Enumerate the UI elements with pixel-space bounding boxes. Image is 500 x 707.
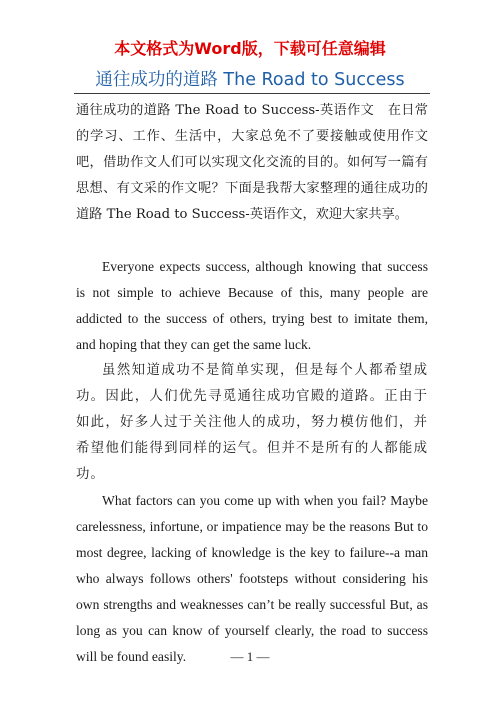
chinese-paragraph-1: 虽然知道成功不是简单实现，但是每个人都希望成功。因此，人们优先寻觅通往成功官殿的道路。正由于如此，好多人过于关注他人的成功，努力模仿他们，并希望他们能得到同样的运气。但并不是所有的人都能成功。 [76, 363, 428, 482]
document-title: 通往成功的道路 The Road to Success [95, 70, 405, 90]
document-body [76, 98, 428, 670]
title-divider [74, 93, 430, 94]
english-paragraph-1: Everyone expects success, although knowing that success is not simple to achieve Because of this, many people are addicted to the success of others, trying best to imitate them, and hoping that they can get the same luck. [76, 259, 428, 352]
format-banner: 本文格式为Word版，下载可任意编辑 [114, 39, 386, 58]
intro-paragraph: 通往成功的道路 The Road to Success-英语作文 在日常的学习、工作、生活中，大家总免不了要接触或使用作文吧，借助作文人们可以实现文化交流的目的。如何写一篇有思想、有文采的作文呢？下面是我帮大家整理的通往成功的道路 The Road to Success-英语作文，欢迎大家共享。 [76, 103, 428, 222]
page-number: — 1 — [230, 649, 270, 664]
english-paragraph-2: What factors can you come up with when you fail? Maybe carelessness, infortune, or impatience may be the reasons But to most degree, lacking of knowledge is the key to failure--a man who always follows others' footsteps without considering his own strengths and weaknesses can’t be really successful But, as long as you can know of yourself clearly, the road to success will be found easily. [76, 493, 428, 664]
